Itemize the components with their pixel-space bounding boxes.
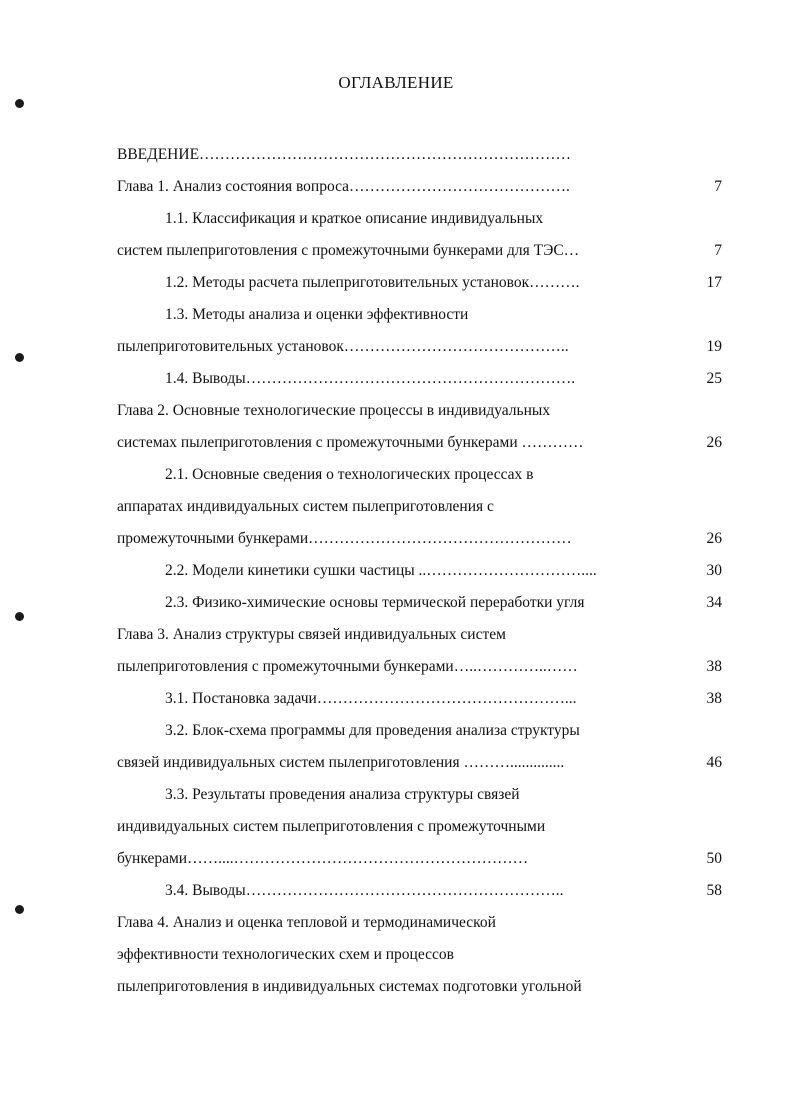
- toc-entry: [117, 496, 722, 518]
- toc-entry-text: 1.3. Методы анализа и оценки эффективности: [165, 306, 469, 323]
- toc-entry-text: индивидуальных систем пылеприготовления с промежуточными: [117, 818, 546, 835]
- toc-entry: [117, 368, 722, 390]
- toc-entry: [117, 528, 722, 550]
- toc-entry-page: 26: [706, 434, 722, 451]
- toc-entry-text: бункерами……....…………………………………………………: [117, 850, 529, 867]
- toc-entry-text: 3.2. Блок-схема программы для проведения анализа структуры: [165, 722, 580, 739]
- toc-entry-page: 30: [706, 562, 722, 579]
- toc-entry: [117, 240, 722, 262]
- toc-entry-text: 1.1. Классификация и краткое описание индивидуальных: [165, 210, 544, 227]
- toc-entry-page: 38: [706, 658, 722, 675]
- toc-entry: [117, 592, 722, 614]
- toc-entry-text: 2.3. Физико-химические основы термической переработки угля: [165, 594, 585, 611]
- toc-entry-page: 7: [714, 242, 722, 259]
- toc-entry-page: 34: [706, 594, 722, 611]
- binder-hole-mark: [15, 905, 24, 914]
- toc-entry-text: аппаратах индивидуальных систем пылеприготовления с: [117, 498, 494, 515]
- toc-entry-text: систем пылеприготовления с промежуточными бункерами для ТЭС…: [117, 242, 580, 259]
- toc-entry-text: Глава 2. Основные технологические процессы в индивидуальных: [117, 402, 551, 419]
- toc-entry: [117, 720, 722, 742]
- toc-entry: [117, 560, 722, 582]
- toc-entry-text: пылеприготовительных установок……………………………………..: [117, 338, 569, 355]
- toc-entry-page: 26: [706, 530, 722, 547]
- toc-entry: [117, 912, 722, 934]
- toc-entry-page: 38: [706, 690, 722, 707]
- toc-entry: [117, 976, 722, 998]
- toc-entry: [117, 624, 722, 646]
- toc-entry-text: Глава 3. Анализ структуры связей индивидуальных систем: [117, 626, 506, 643]
- toc-entry: [117, 272, 722, 294]
- toc-entry-page: 50: [706, 850, 722, 867]
- toc-entry: [117, 944, 722, 966]
- toc-entry-page: 17: [706, 274, 722, 291]
- toc-entry-text: 1.4. Выводы……………………………………………………….: [165, 370, 576, 387]
- toc-entry-text: Глава 1. Анализ состояния вопроса…………………………………….: [117, 178, 570, 195]
- binder-hole-mark: [15, 99, 24, 108]
- toc-entry-page: 19: [706, 338, 722, 355]
- toc-entry-page: 46: [706, 754, 722, 771]
- toc-entry-text: 3.3. Результаты проведения анализа структуры связей: [165, 786, 520, 803]
- toc-entry-text: Глава 4. Анализ и оценка тепловой и термодинамической: [117, 914, 496, 931]
- toc-entry-text: ВВЕДЕНИЕ………………………………………………………………: [117, 146, 572, 163]
- toc-entry: [117, 144, 722, 166]
- toc-entry: [117, 176, 722, 198]
- binder-hole-mark: [15, 353, 24, 362]
- toc-entry-text: 1.2. Методы расчета пылеприготовительных установок……….: [165, 274, 580, 291]
- toc-entry: [117, 752, 722, 774]
- toc-entry: [117, 304, 722, 326]
- toc-entry-page: 25: [706, 370, 722, 387]
- toc-entry-text: связей индивидуальных систем пылеприготовления ………..............: [117, 754, 565, 771]
- toc-entry: [117, 688, 722, 710]
- toc-entry-text: эффективности технологических схем и процессов: [117, 946, 454, 963]
- toc-entry: [117, 784, 722, 806]
- toc-entry-text: системах пылеприготовления с промежуточными бункерами …………: [117, 434, 584, 451]
- toc-entry: [117, 880, 722, 902]
- toc-entry: [117, 208, 722, 230]
- toc-entry-text: 2.2. Модели кинетики сушки частицы ..…………………………....: [165, 562, 597, 579]
- toc-entry: [117, 464, 722, 486]
- toc-entry-text: 2.1. Основные сведения о технологических процессах в: [165, 466, 534, 483]
- toc-entry: [117, 848, 722, 870]
- toc-entry-page: 58: [706, 882, 722, 899]
- toc-entry-text: пылеприготовления в индивидуальных системах подготовки угольной: [117, 978, 582, 995]
- toc-entry-text: 3.1. Постановка задачи…………………………………………...: [165, 690, 577, 707]
- binder-hole-mark: [15, 612, 24, 621]
- toc-entry: [117, 336, 722, 358]
- toc-entry: [117, 432, 722, 454]
- toc-entry-text: 3.4. Выводы……………………………………………………..: [165, 882, 564, 899]
- toc-entry: [117, 816, 722, 838]
- toc-entry-text: пылеприготовления с промежуточными бункерами…..…………..……: [117, 658, 578, 675]
- page-title: ОГЛАВЛЕНИЕ: [338, 73, 454, 92]
- toc-entry-text: промежуточными бункерами……………………………………………: [117, 530, 572, 547]
- toc-entry-page: 7: [714, 178, 722, 195]
- toc-entry: [117, 656, 722, 678]
- toc-entry: [117, 400, 722, 422]
